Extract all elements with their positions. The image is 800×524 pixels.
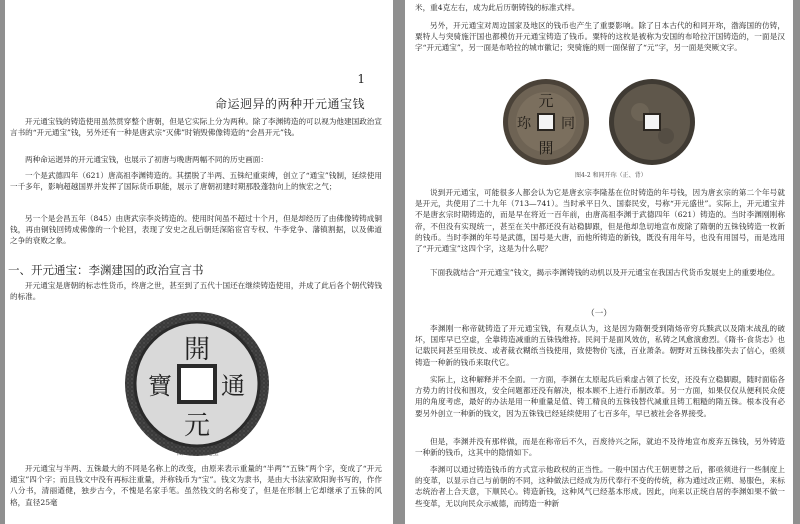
coin-char-top: 開	[183, 335, 211, 365]
continuation-paragraph: 米，重4克左右，成为此后历朝铸钱的标准式样。	[415, 3, 580, 12]
page-gutter	[393, 0, 405, 524]
figure-wadokaichin	[500, 76, 700, 168]
subsection-heading: （一）	[586, 309, 612, 319]
figure-caption: 图4-1 开元通宝	[177, 450, 219, 457]
intro-paragraph-3: 一个是武德四年（621）唐高祖李渊铸造的。其摆脱了半两、五铢纪重束缚，创立了“通宝”钱制，延续使用一千多年，影响超越国界并发挥了国际货币职能，展示了唐朝初建时期那股蓬勃向上的恢宏之气；	[10, 171, 382, 192]
coin-char-left: 寶	[148, 372, 172, 400]
coin2-char-left: 珎	[517, 116, 531, 132]
section-title: 一、开元通宝：李渊建国的政治宣言书	[8, 263, 204, 277]
coin-char-bottom: 元	[183, 411, 211, 441]
intro-paragraph-1: 开元通宝钱的铸造使用虽然贯穿整个唐朝，但是它实际上分为两种。除了李渊铸造的可以视为他建国政治宣言书的“开元通宝”钱，另外还有一种是唐武宗“灭佛”时销毁佛像铸造的“会昌开元”钱。	[10, 117, 382, 138]
body-paragraph-1: 李渊刚一称帝就铸造了开元通宝钱，有观点认为，这是因为隋朝受到隋炀帝穷兵黩武以及隋末战乱的破坏，国库早已空虚，全靠铸造减重的五铢钱维持。民间于是面风效仿，私铸之风愈演愈烈。《隋书·食货志》也记载民间甚至用铁皮、或者裁衣糊纸当钱使用，致使物价飞涨，百业萧条。朝野对五铢钱都失去了信心，亟须铸造一种新的钱币来取代它。	[415, 324, 785, 367]
coin2-char-bottom: 開	[538, 139, 554, 157]
intro-paragraph-2: 两种命运迥异的开元通宝钱，也展示了初唐与晚唐两幅不同的历史画面：	[25, 155, 268, 164]
wadokaichin-coins-image	[500, 76, 700, 168]
coin2-char-top: 元	[538, 92, 554, 110]
section-paragraph: 开元通宝是唐朝的标志性货币，终唐之世，甚至到了五代十国还在继续铸造使用，并成了此后各个朝代铸钱的标准。	[10, 281, 382, 302]
kaiyuan-question-paragraph: 说到开元通宝，可能很多人都会认为它是唐玄宗李隆基在位时铸造的年号钱，因为唐玄宗的第二个年号就是开元，共使用了二十九年（713—741）。当时承平日久、国泰民安，号称“开元盛世”。实际上，开元通宝并不是唐玄宗时期铸造的，而是早在将近一百年前，由唐高祖李渊于武德四年（621）铸造的。当时李渊刚刚称帝，不但没有实现统一，甚至在关中都还没有站稳脚跟，但是他却急切地宣布废除了隋朝的五铢钱铸造一枚新的钱币。当时李渊的年号是武德，国号是大唐，而他所铸造的新钱，既没有用年号，也没有用国号，而是选用了“开元通宝”这四个字，这是为什么呢？	[415, 188, 785, 254]
bottom-paragraph: 开元通宝与半两、五铢最大的不同是名称上的改变，由原来表示重量的“半两”“五铢”两个字，变成了“开元通宝”四个字；而且钱文中没有再标注重量，并称钱币为“宝”。钱文为隶书，是由大书法家欧阳询书写的，作作八分书，清丽遒健，独步古今，不愧是名家手笔。虽然钱文的名称变了，但是在形制上它却继承了五铢的风格，直径25毫	[10, 464, 382, 507]
preview-paragraph: 下面我就结合“开元通宝”钱文，揭示李渊铸钱的动机以及开元通宝在我国古代货币发展史上的重要地位。	[430, 268, 780, 277]
coin-char-right: 通	[221, 372, 245, 400]
figure-kaiyuan-rubbing	[123, 310, 271, 458]
body-paragraph-2: 实际上，这种解释并不全面。一方面，李渊在太原起兵后乘虚占领了长安，还没有立稳脚跟，随时面临各方势力的讨伐和围攻，安全问题都还没有解决，根本顾不上进行币制改革。另一方面，如果仅仅从便利民众使用的角度考虑，最好的办法是用一种重量足值、铸工精良的五铢钱替代减重且铸工粗糙的隋五铢。根本没有必要另外创立一种新的钱文，因为五铢钱已经延续使用了七百多年，早已被社会各界接受。	[415, 375, 785, 418]
coin-rubbing-image	[123, 310, 271, 458]
influence-paragraph: 另外，开元通宝对周边国家及地区的钱币也产生了重要影响。除了日本古代的和同开珎，渤海国的仿铸，粟特人与突骑施汗国也都模仿开元通宝铸造了钱币。粟特的这枚是被称为安国的布哈拉汗国铸造的，一面是汉字“开元通宝”，另一面是布哈拉的城市徽记；突骑施的则一面保留了“元”字，另一面是突厥文字。	[415, 21, 785, 53]
intro-paragraph-4: 另一个是会昌五年（845）由唐武宗李炎铸造的。使用时间虽不超过十个月，但是却经历了由佛像铸铸成铜钱，再由铜钱回铸成佛像的一个轮回，表现了安史之乱后朝廷深陷宦官专权、牛李党争、藩镇割据，以及佛道之争的衰败之象。	[10, 214, 382, 246]
left-page	[5, 0, 393, 524]
body-paragraph-3: 但是，李渊并没有那样做，而是在称帝后不久，百废待兴之际，就迫不及待地宣布废弃五铢钱，另外铸造一种新的钱币，这其中的隐情如下。	[415, 437, 785, 458]
body-paragraph-4: 李渊可以通过铸造钱币的方式宣示他政权的正当性。一般中国古代王朝更替之后，都亟须进行一些制度上的变革，以显示自己与前朝的不同，这种做法已经成为历代奉行不变的传统，称为通过改正朔、易服色，来标志统治者上合天意，下顺民心。铸造新钱，这种风气已经基本形成。因此，向来以正统自居的李渊如果不做一些变革，无以向民众示威德，而铸造一种新	[415, 465, 785, 508]
right-page	[405, 0, 793, 524]
coin2-char-right: 同	[561, 116, 575, 132]
chapter-number: 1	[357, 72, 365, 86]
chapter-title: 命运迥异的两种开元通宝钱	[214, 97, 365, 111]
figure-caption-2: 图4-2 和同开珎（正、背）	[575, 172, 647, 179]
